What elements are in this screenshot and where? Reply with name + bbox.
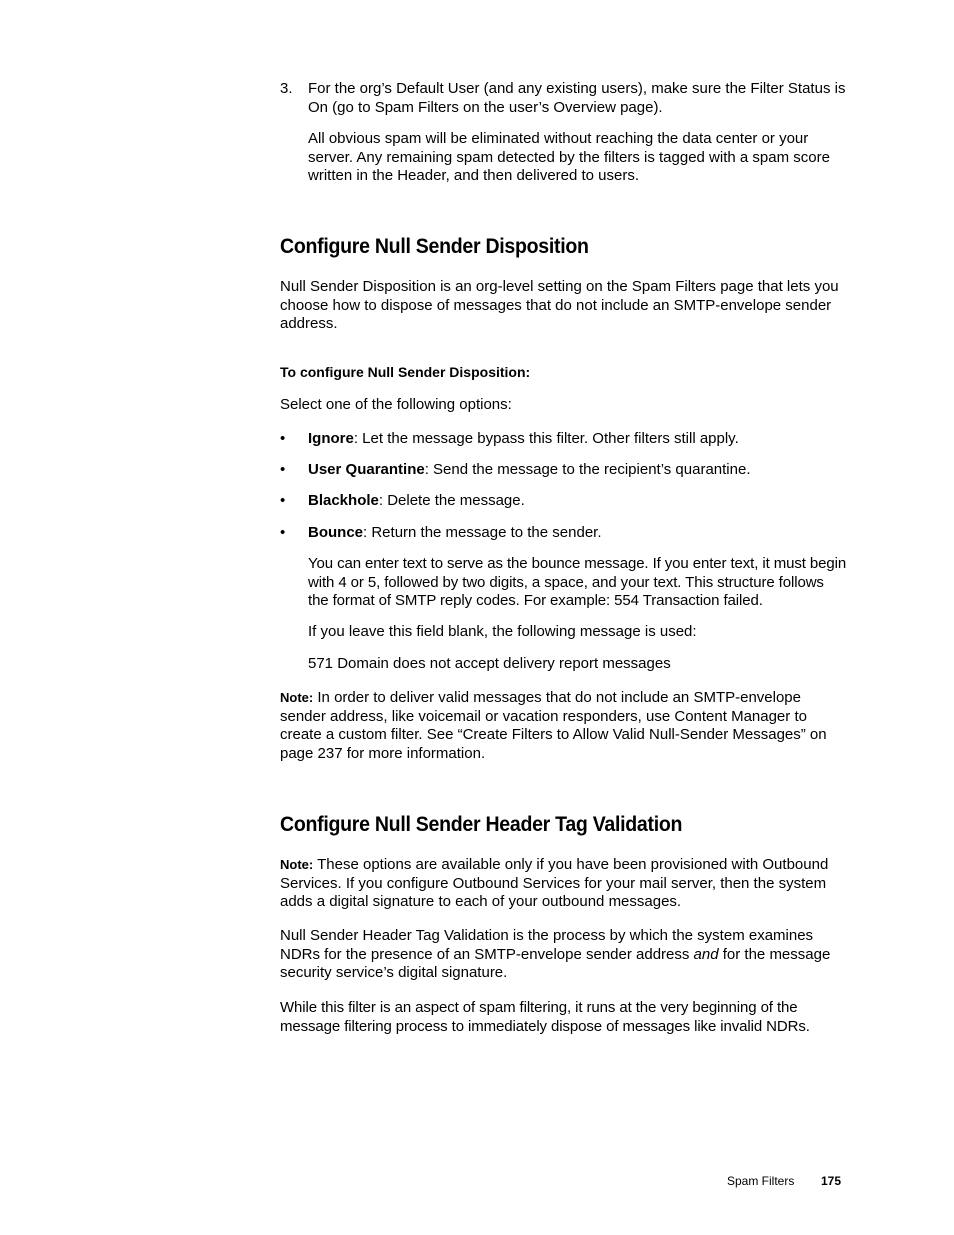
- option-desc: : Return the message to the sender.: [363, 524, 602, 541]
- footer-section-name: Spam Filters: [727, 1174, 795, 1188]
- step-3-followup: All obvious spam will be eliminated without reaching the data center or your server. Any remaining spam detected by the filters is tagged with a spam score written in the Header, and then delivered to users.: [308, 130, 830, 184]
- step-3-text: For the org’s Default User (and any existing users), make sure the Filter Status is On (go to Spam Filters on the user’s Overview page).: [308, 80, 846, 116]
- note-label: Note:: [280, 857, 314, 872]
- bounce-blank-note: If you leave this field blank, the following message is used:: [308, 623, 697, 640]
- bullet-marker: •: [280, 492, 286, 509]
- option-term: Blackhole: [308, 492, 379, 509]
- emphasis-text: and: [693, 945, 719, 963]
- option-user-quarantine: [308, 461, 848, 480]
- bullet-marker: •: [280, 461, 286, 478]
- default-bounce-message: 571 Domain does not accept delivery report messages: [308, 655, 671, 672]
- paragraph-text: for the message security service’s digital signature.: [280, 945, 831, 981]
- option-desc: : Send the message to the recipient’s quarantine.: [424, 461, 751, 478]
- option-term: User Quarantine: [308, 461, 425, 478]
- note-label: Note:: [280, 690, 314, 705]
- step-number: 3.: [280, 80, 293, 97]
- bullet-marker: •: [280, 430, 286, 447]
- section-2-note: [280, 856, 845, 912]
- option-ignore: [308, 430, 848, 449]
- option-bounce: [308, 524, 848, 543]
- section-heading-header-tag-validation: Configure Null Sender Header Tag Validation: [280, 813, 683, 836]
- section-2-paragraph-1: [280, 927, 845, 983]
- bounce-description: You can enter text to serve as the bounce message. If you enter text, it must begin with 4 or 5, followed by two digits, a space, and your text. This structure follows the format of SMTP reply codes. For example: 554 Transaction failed.: [308, 555, 847, 609]
- footer-page-number: 175: [821, 1174, 842, 1188]
- bullet-marker: •: [280, 524, 286, 541]
- option-desc: : Delete the message.: [378, 492, 525, 509]
- note-text: These options are available only if you have been provisioned with Outbound Services. If you configure Outbound Services for your mail server, then the system adds a digital signature to each of your outbound messages.: [280, 856, 829, 910]
- paragraph-text: Null Sender Header Tag Validation is the process by which the system examines NDRs for the presence of an SMTP-envelope sender address: [280, 927, 814, 963]
- option-desc: : Let the message bypass this filter. Other filters still apply.: [353, 430, 739, 447]
- option-term: Bounce: [308, 524, 364, 541]
- procedure-heading: To configure Null Sender Disposition:: [280, 364, 531, 380]
- section-1-note: [280, 689, 840, 763]
- note-text: In order to deliver valid messages that do not include an SMTP-envelope sender address, like voicemail or vacation responders, use Content Manager to create a custom filter. See “Create Filters to Allow Valid Null-Sender Messages” on page 237 for more information.: [280, 689, 827, 762]
- section-1-intro: Null Sender Disposition is an org-level setting on the Spam Filters page that lets you choose how to dispose of messages that do not include an SMTP-envelope sender address.: [280, 278, 839, 332]
- section-heading-null-sender-disposition: Configure Null Sender Disposition: [280, 235, 589, 258]
- section-2-paragraph-2: While this filter is an aspect of spam filtering, it runs at the very beginning of the message filtering process to immediately dispose of messages like invalid NDRs.: [280, 999, 810, 1035]
- select-instruction: Select one of the following options:: [280, 396, 512, 413]
- option-blackhole: [308, 492, 848, 511]
- option-term: Ignore: [308, 430, 354, 447]
